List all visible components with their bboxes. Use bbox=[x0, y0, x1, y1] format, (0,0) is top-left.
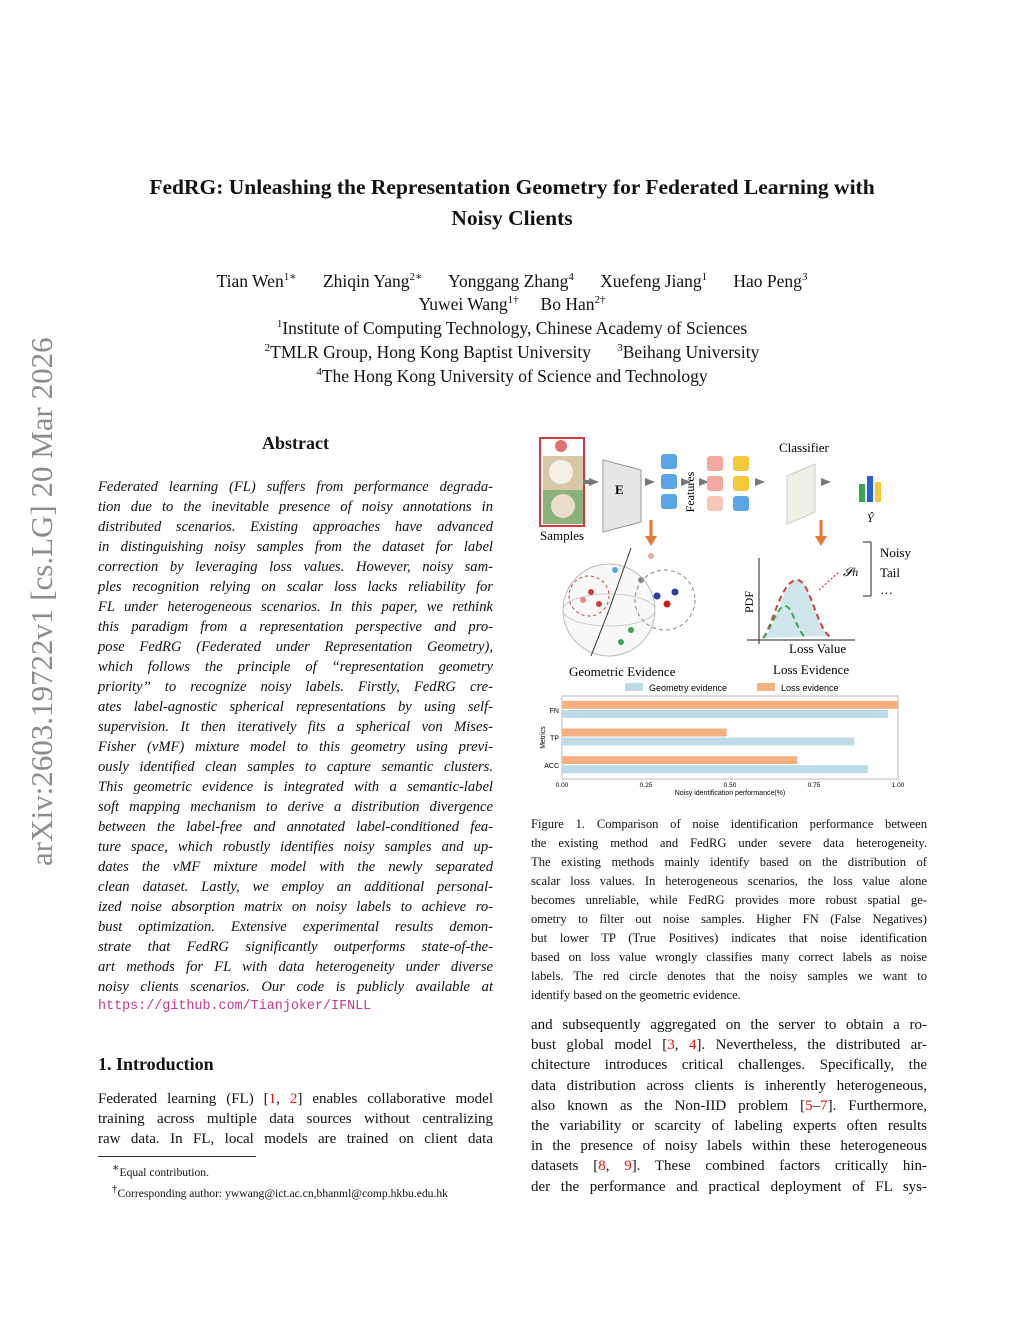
features-label: Features bbox=[683, 471, 697, 513]
abstract-line: tion due to the inevitable presence of noisy annotations in bbox=[98, 499, 493, 515]
output-bar bbox=[867, 476, 873, 502]
bar-geometry-tp bbox=[562, 738, 854, 746]
authors-line-2 bbox=[60, 294, 964, 315]
arrow-icon bbox=[645, 478, 655, 486]
text: ]. Nevertheless, the distributed ar- bbox=[696, 1037, 927, 1054]
author-sup: 3 bbox=[801, 271, 808, 283]
body-line bbox=[531, 1035, 927, 1055]
caption-line: becomes unreliable, while FedRG provides more robust spatial ge- bbox=[531, 893, 927, 907]
bar-loss-acc bbox=[562, 756, 797, 764]
abstract-line: dates the vMF mixture model with the newly separated bbox=[98, 859, 493, 875]
bar-loss-fn bbox=[562, 701, 898, 709]
data-point bbox=[664, 601, 671, 608]
footnote-rule bbox=[98, 1156, 256, 1157]
feature-square bbox=[707, 476, 723, 491]
title-line-2: Noisy Clients bbox=[451, 206, 573, 230]
feature-square bbox=[661, 474, 677, 489]
citation-link[interactable]: 9 bbox=[624, 1158, 632, 1175]
text: , bbox=[605, 1158, 625, 1175]
aff-text: Institute of Computing Technology, Chinese Academy of Sciences bbox=[282, 318, 748, 338]
text: – bbox=[812, 1097, 821, 1114]
pdf-label: PDF bbox=[742, 590, 756, 614]
abstract-line: which follows the principle of “representation geometry bbox=[98, 659, 493, 675]
feature-square bbox=[661, 494, 677, 509]
sn-label: 𝓢n bbox=[843, 565, 859, 579]
body-line bbox=[531, 1156, 927, 1176]
abstract-line: soft mapping mechanism to derive a distribution divergence bbox=[98, 799, 493, 815]
abstract-line: noisy clients scenarios. Our code is publicly available at bbox=[98, 979, 493, 995]
sample-flower-image bbox=[555, 440, 567, 452]
yhat-label: Ŷ bbox=[867, 511, 874, 525]
ellipsis: … bbox=[880, 582, 893, 597]
author: Zhiqin Yang bbox=[322, 270, 410, 291]
body-line: der the performance and practical deployment of FL sys- bbox=[531, 1178, 927, 1195]
aff-sup: 1 bbox=[276, 318, 283, 331]
encoder-label: E bbox=[615, 482, 624, 497]
data-point bbox=[612, 567, 618, 573]
abstract-heading: Abstract bbox=[262, 433, 329, 453]
geometric-evidence-label: Geometric Evidence bbox=[569, 664, 676, 679]
code-link[interactable]: https://github.com/Tianjoker/IFNLL bbox=[98, 999, 372, 1014]
abstract-line: art methods for FL with data heterogeneity under diverse bbox=[98, 959, 493, 975]
body-line: the variability or scarcity of labeling experts often results bbox=[531, 1118, 927, 1135]
legend-swatch-loss bbox=[757, 683, 775, 691]
bar-geometry-fn bbox=[562, 710, 888, 718]
loss-distribution-fill bbox=[763, 580, 831, 638]
data-point bbox=[628, 627, 634, 633]
citation-link[interactable]: 7 bbox=[820, 1097, 828, 1114]
abstract-line: ates label-agnostic spherical representations by using self- bbox=[98, 699, 493, 715]
sample-cat-face bbox=[551, 494, 575, 518]
caption-line: but lower TP (True Positives) indicates that noise identification bbox=[531, 931, 927, 945]
y-axis-label: Metrics bbox=[540, 726, 547, 749]
footnotes bbox=[98, 1160, 518, 1202]
noisy-label: Noisy bbox=[880, 545, 912, 560]
feature-square bbox=[733, 476, 749, 491]
output-bar bbox=[875, 482, 881, 502]
intro-heading: 1. Introduction bbox=[98, 1054, 214, 1074]
intro-line: raw data. In FL, local models are trained on client data bbox=[98, 1131, 493, 1148]
caption-line: Figure 1. Comparison of noise identification performance between bbox=[531, 817, 927, 831]
citation-link[interactable]: 5 bbox=[805, 1097, 813, 1114]
abstract-line: FL under heterogeneous scenarios. In this paper, we rethink bbox=[98, 599, 493, 615]
author: Yuwei Wang bbox=[418, 294, 508, 314]
figure-1 bbox=[531, 430, 931, 800]
affiliation-4 bbox=[60, 366, 964, 387]
legend-swatch-geometry bbox=[625, 683, 643, 691]
author-sup: 2† bbox=[594, 294, 606, 307]
fn-mark: † bbox=[112, 1182, 118, 1195]
abstract-line: clean dataset. Lastly, we employ an additional personal- bbox=[98, 879, 493, 895]
footnote-equal bbox=[98, 1160, 518, 1181]
feature-square bbox=[733, 496, 749, 511]
text: bust global model [ bbox=[531, 1037, 668, 1054]
abstract-line: ples recognition relying on scalar loss lacks reliability for bbox=[98, 579, 493, 595]
aff-text: Beihang University bbox=[622, 342, 760, 362]
x-tick-label: 0.75 bbox=[807, 782, 821, 789]
affiliation-1 bbox=[60, 318, 964, 339]
data-point bbox=[588, 589, 594, 595]
citation-link[interactable]: 3 bbox=[667, 1037, 675, 1054]
x-tick-label: 0.00 bbox=[555, 782, 569, 789]
text: Federated learning (FL) [ bbox=[98, 1091, 269, 1107]
authors-line-1 bbox=[60, 270, 964, 292]
caption-line: based on loss value wrongly classifies many correct labels as noise bbox=[531, 950, 927, 964]
data-point bbox=[618, 639, 624, 645]
aff-text: TMLR Group, Hong Kong Baptist University bbox=[270, 342, 591, 362]
legend-label-geometry: Geometry evidence bbox=[649, 683, 728, 693]
x-tick-label: 0.25 bbox=[639, 782, 653, 789]
x-tick-label: 1.00 bbox=[891, 782, 905, 789]
caption-line: scalar loss values. In heterogeneous scenarios, the loss value alone bbox=[531, 874, 927, 888]
text: datasets [ bbox=[531, 1158, 599, 1175]
text: ] enables collaborative model bbox=[297, 1091, 494, 1107]
feature-square bbox=[733, 456, 749, 471]
abstract-line: supervision. It then iteratively fits a spherical von Mises- bbox=[98, 719, 493, 735]
caption-line: labels. The red circle denotes that the noisy samples we want to bbox=[531, 969, 927, 983]
abstract-line: in distinguishing noisy samples from the dataset for label bbox=[98, 539, 493, 555]
body-line bbox=[531, 1096, 927, 1116]
author: Bo Han bbox=[540, 294, 595, 314]
abstract-line: priority” to recognize noisy labels. Firstly, FedRG cre- bbox=[98, 679, 493, 695]
loss-evidence-label: Loss Evidence bbox=[773, 662, 850, 677]
feature-square bbox=[707, 456, 723, 471]
aff-sup: 2 bbox=[264, 342, 271, 355]
affiliation-2-3 bbox=[60, 342, 964, 363]
data-point bbox=[638, 577, 644, 583]
bar-loss-tp bbox=[562, 729, 727, 737]
abstract-line: ously identified clean samples to capture semantic clusters. bbox=[98, 759, 493, 775]
caption-line: The existing methods mainly identify based on the distribution of bbox=[531, 855, 927, 869]
text: , bbox=[276, 1091, 290, 1107]
figure-caption bbox=[531, 815, 927, 1005]
right-column-body bbox=[531, 1015, 927, 1197]
intro-line bbox=[98, 1089, 493, 1109]
abstract-line: Federated learning (FL) suffers from performance degrada- bbox=[98, 479, 493, 495]
body-line: data distribution across clients is inherently heterogeneous, bbox=[531, 1077, 927, 1094]
author: Hao Peng bbox=[733, 270, 802, 291]
abstract-line: distributed scenarios. Existing approaches have advanced bbox=[98, 519, 493, 535]
abstract-line: This geometric evidence is integrated with a semantic-label bbox=[98, 779, 493, 795]
arrow-icon bbox=[755, 478, 765, 486]
y-tick-label: ACC bbox=[544, 763, 559, 771]
orange-arrow-head bbox=[815, 536, 827, 546]
body-line: and subsequently aggregated on the server to obtain a ro- bbox=[531, 1017, 927, 1033]
abstract-line: between the label-free and annotated label-conditioned fea- bbox=[98, 819, 493, 835]
arrow-icon bbox=[821, 478, 831, 486]
footnote-corresponding bbox=[98, 1181, 518, 1202]
noisy-tail-arrow bbox=[819, 572, 839, 590]
author-sup: 2∗ bbox=[409, 271, 423, 283]
fn-text: Corresponding author: ywwang@ict.ac.cn,bhanml@comp.hkbu.edu.hk bbox=[117, 1186, 448, 1200]
intro-line: training across multiple data sources without centralizing bbox=[98, 1111, 493, 1128]
abstract-line: correction by leveraging loss values. However, noisy sam- bbox=[98, 559, 493, 575]
loss-value-label: Loss Value bbox=[789, 641, 847, 656]
abstract-line: ture space, which robustly identifies noisy samples and up- bbox=[98, 839, 493, 855]
aff-text: The Hong Kong University of Science and Technology bbox=[321, 366, 708, 386]
author-sup: 1∗ bbox=[283, 271, 297, 283]
data-point bbox=[596, 601, 602, 607]
feature-square bbox=[707, 496, 723, 511]
author: Yonggang Zhang bbox=[448, 270, 569, 291]
output-bar bbox=[859, 484, 865, 502]
fn-mark: ∗ bbox=[112, 1162, 120, 1174]
text: ]. Furthermore, bbox=[827, 1097, 927, 1114]
y-tick-label: TP bbox=[550, 735, 559, 743]
text: ]. These combined factors critically hin- bbox=[631, 1158, 928, 1175]
author-sup: 1 bbox=[701, 271, 708, 283]
author-sup: 4 bbox=[568, 271, 574, 283]
author: Tian Wen bbox=[216, 270, 284, 291]
figure-1-svg bbox=[531, 430, 931, 800]
y-tick-label: FN bbox=[549, 707, 559, 715]
citation-link[interactable]: 1 bbox=[268, 1091, 277, 1107]
legend-label-loss: Loss evidence bbox=[781, 683, 839, 693]
x-axis-label: Noisy identification performance(%) bbox=[674, 790, 786, 797]
samples-label: Samples bbox=[540, 528, 585, 543]
intro-body bbox=[98, 1089, 493, 1150]
author-sup: 1† bbox=[507, 294, 519, 307]
caption-line: ometry to filter out noise samples. Higher FN (False Negatives) bbox=[531, 912, 927, 926]
arrow-icon bbox=[583, 480, 591, 484]
classifier-label: Classifier bbox=[779, 440, 829, 455]
bar-geometry-acc bbox=[562, 765, 868, 773]
data-point bbox=[648, 553, 654, 559]
abstract-line: strate that FedRG significantly outperforms state-of-the- bbox=[98, 939, 493, 955]
data-point bbox=[672, 589, 679, 596]
author: Xuefeng Jiang bbox=[600, 270, 702, 291]
tail-label: Tail bbox=[880, 565, 901, 580]
abstract-line: pose FedRG (Federated under Representation Geometry), bbox=[98, 639, 493, 655]
text: , bbox=[674, 1037, 689, 1054]
feature-square bbox=[661, 454, 677, 469]
arxiv-stamp: arXiv:2603.19722v1 [cs.LG] 20 Mar 2026 bbox=[24, 337, 59, 866]
body-line: chitecture introduces critical challenges. Specifically, the bbox=[531, 1057, 927, 1074]
abstract-line: bust optimization. Extensive experimental results demon- bbox=[98, 919, 493, 935]
paper-title bbox=[60, 172, 964, 234]
data-point bbox=[654, 593, 661, 600]
body-line: in the presence of noisy labels within these heterogeneous bbox=[531, 1138, 927, 1155]
citation-link[interactable]: 8 bbox=[598, 1158, 606, 1175]
caption-line: identify based on the geometric evidence. bbox=[531, 988, 741, 1002]
data-point bbox=[580, 597, 586, 603]
caption-line: the existing method and FedRG under severe data heterogeneity. bbox=[531, 836, 927, 850]
abstract-body bbox=[98, 477, 493, 1017]
x-tick-label: 0.50 bbox=[723, 782, 737, 789]
abstract-line: this paradigm from a representation perspective and pro- bbox=[98, 619, 493, 635]
abstract-line: Fisher (vMF) mixture model to this geometry using previ- bbox=[98, 739, 493, 755]
aff-sup: 3 bbox=[617, 342, 623, 355]
aff-sup: 4 bbox=[316, 366, 322, 379]
citation-link[interactable]: 2 bbox=[289, 1091, 298, 1107]
orange-arrow-head bbox=[645, 536, 657, 546]
noisy-identification-chart bbox=[540, 683, 905, 797]
citation-link[interactable]: 4 bbox=[688, 1037, 697, 1054]
abstract-line: ized noise absorption matrix on noisy labels to achieve ro- bbox=[98, 899, 493, 915]
title-line-1: FedRG: Unleashing the Representation Geometry for Federated Learning with bbox=[149, 175, 875, 199]
fn-text: Equal contribution. bbox=[119, 1165, 209, 1179]
sample-dog-face bbox=[549, 460, 573, 484]
text: also known as the Non-IID problem [ bbox=[531, 1097, 806, 1114]
classifier-block bbox=[787, 464, 815, 524]
